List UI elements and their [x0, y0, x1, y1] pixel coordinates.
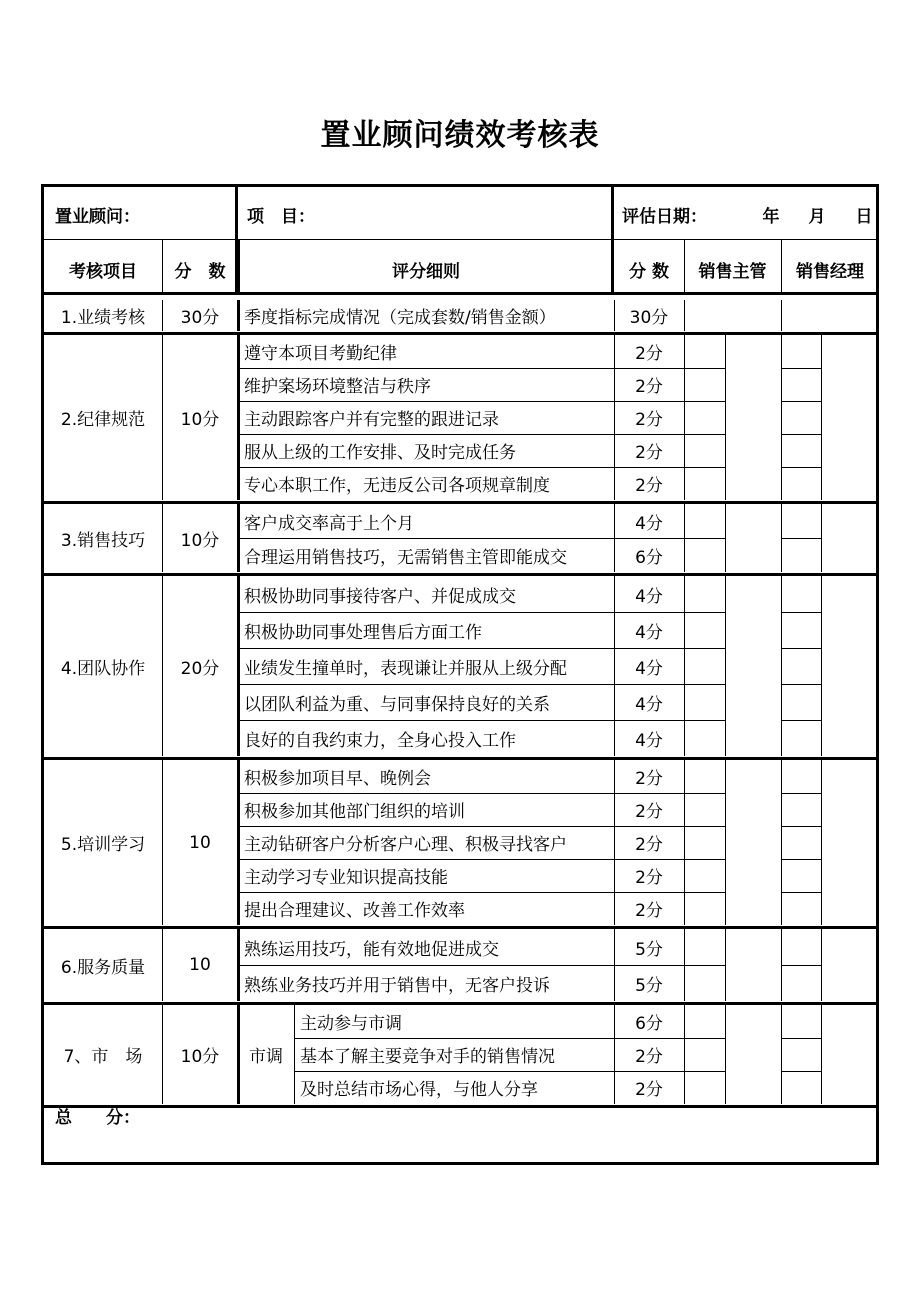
sales-supervisor-score-cell[interactable] — [684, 368, 725, 401]
grid-line — [44, 292, 876, 295]
criteria-points: 2分 — [635, 802, 663, 822]
criteria-text: 遵守本项目考勤纪律 — [244, 344, 397, 364]
sales-manager-score-cell[interactable] — [781, 612, 821, 648]
criteria-text: 以团队利益为重、与同事保持良好的关系 — [244, 694, 550, 715]
section-score: 30分 — [180, 308, 220, 328]
grid-line — [821, 576, 822, 756]
criteria-points: 2分 — [635, 1047, 663, 1067]
section-score: 10 — [189, 832, 211, 853]
criteria-text: 服从上级的工作安排、及时完成任务 — [244, 443, 516, 463]
grid-line — [162, 760, 163, 925]
sales-supervisor-score-cell[interactable] — [684, 892, 725, 925]
criteria-text: 主动学习专业知识提高技能 — [244, 868, 448, 888]
sales-manager-score-cell[interactable] — [781, 434, 821, 467]
grid-line — [237, 239, 240, 293]
criteria-points: 2分 — [635, 835, 663, 855]
section-name: 4.团队协作 — [60, 658, 146, 679]
total-score-label: 总 分： — [55, 1108, 140, 1128]
sales-supervisor-score-cell[interactable] — [684, 929, 725, 965]
grid-line — [725, 760, 726, 925]
criteria-text: 积极协助同事接待客户、并促成成交 — [244, 586, 516, 607]
grid-line — [237, 1005, 240, 1104]
criteria-points: 2分 — [635, 344, 663, 364]
grid-line — [821, 760, 822, 925]
criteria-points: 4分 — [635, 730, 663, 751]
criteria-text: 客户成交率高于上个月 — [244, 513, 414, 534]
sales-supervisor-score-cell[interactable] — [684, 300, 781, 331]
criteria-points: 4分 — [635, 513, 663, 534]
sales-manager-score-cell[interactable] — [781, 300, 876, 331]
date-label: 评估日期： — [622, 207, 707, 227]
criteria-points: 30分 — [629, 308, 669, 328]
section-score: 10 — [189, 955, 211, 975]
sales-supervisor-score-cell[interactable] — [684, 467, 725, 500]
sales-manager-score-cell[interactable] — [781, 368, 821, 401]
criteria-text: 及时总结市场心得，与他人分享 — [300, 1080, 538, 1100]
section-score: 10分 — [180, 410, 220, 430]
criteria-points: 5分 — [635, 975, 663, 996]
criteria-points: 2分 — [635, 410, 663, 430]
column-header-item: 考核项目 — [69, 261, 137, 282]
criteria-points: 4分 — [635, 694, 663, 715]
column-header-criteria: 评分细则 — [392, 261, 460, 282]
criteria-text: 良好的自我约束力，全身心投入工作 — [244, 730, 516, 751]
grid-line — [611, 187, 614, 293]
sales-manager-score-cell[interactable] — [781, 929, 821, 965]
sales-supervisor-score-cell[interactable] — [684, 760, 725, 793]
sales-supervisor-score-cell[interactable] — [684, 859, 725, 892]
sales-manager-score-cell[interactable] — [781, 1071, 821, 1104]
criteria-text: 熟练运用技巧，能有效地促进成交 — [244, 939, 499, 960]
criteria-text: 熟练业务技巧并用于销售中，无客户投诉 — [244, 975, 550, 996]
section-score: 10分 — [180, 530, 220, 551]
sales-manager-score-cell[interactable] — [781, 720, 821, 756]
sales-supervisor-score-cell[interactable] — [684, 965, 725, 1001]
date-month-label: 月 — [808, 207, 826, 227]
sales-manager-score-cell[interactable] — [781, 335, 821, 368]
grid-line — [821, 504, 822, 572]
section-sub-label: 市调 — [249, 1047, 283, 1067]
sales-manager-score-cell[interactable] — [781, 760, 821, 793]
sales-supervisor-score-cell[interactable] — [684, 401, 725, 434]
criteria-points: 2分 — [635, 377, 663, 397]
sales-supervisor-score-cell[interactable] — [684, 1071, 725, 1104]
sales-manager-score-cell[interactable] — [781, 467, 821, 500]
grid-line — [725, 1005, 726, 1104]
sales-manager-score-cell[interactable] — [781, 965, 821, 1001]
grid-line — [821, 1005, 822, 1104]
column-header-sales-manager: 销售经理 — [796, 261, 864, 282]
criteria-points: 4分 — [635, 622, 663, 643]
section-name: 3.销售技巧 — [60, 530, 146, 551]
grid-line — [162, 1005, 163, 1104]
sales-supervisor-score-cell[interactable] — [684, 793, 725, 826]
grid-line — [725, 504, 726, 572]
criteria-points: 5分 — [635, 939, 663, 960]
criteria-text: 季度指标完成情况（完成套数/销售金额） — [244, 308, 556, 328]
criteria-text: 主动参与市调 — [300, 1014, 402, 1034]
page-title: 置业顾问绩效考核表 — [320, 118, 600, 153]
criteria-text: 主动跟踪客户并有完整的跟进记录 — [244, 410, 499, 430]
criteria-text: 专心本职工作，无违反公司各项规章制度 — [244, 476, 550, 496]
criteria-points: 2分 — [635, 1080, 663, 1100]
criteria-text: 维护案场环境整洁与秩序 — [244, 377, 431, 397]
sales-supervisor-score-cell[interactable] — [684, 538, 725, 572]
criteria-text: 积极参加项目早、晚例会 — [244, 769, 431, 789]
grid-line — [44, 239, 876, 240]
section-name: 5.培训学习 — [60, 835, 146, 855]
criteria-points: 2分 — [635, 443, 663, 463]
section-name: 6.服务质量 — [60, 957, 146, 978]
section-score: 10分 — [180, 1047, 220, 1067]
section-score: 20分 — [180, 658, 220, 679]
criteria-text: 业绩发生撞单时，表现谦让并服从上级分配 — [244, 658, 567, 679]
total-score-field[interactable] — [164, 1108, 866, 1159]
sales-manager-score-cell[interactable] — [781, 1005, 821, 1038]
sales-supervisor-score-cell[interactable] — [684, 335, 725, 368]
grid-line — [162, 239, 163, 293]
grid-line — [725, 335, 726, 500]
sales-supervisor-score-cell[interactable] — [684, 1005, 725, 1038]
date-year-label: 年 — [762, 207, 780, 227]
criteria-points: 2分 — [635, 476, 663, 496]
criteria-points: 2分 — [635, 868, 663, 888]
grid-line — [162, 576, 163, 756]
criteria-points: 4分 — [635, 586, 663, 607]
sales-supervisor-score-cell[interactable] — [684, 826, 725, 859]
grid-line — [725, 929, 726, 1001]
sales-manager-score-cell[interactable] — [781, 1038, 821, 1071]
sales-supervisor-score-cell[interactable] — [684, 684, 725, 720]
sales-manager-score-cell[interactable] — [781, 892, 821, 925]
sales-supervisor-score-cell[interactable] — [684, 648, 725, 684]
sales-manager-score-cell[interactable] — [781, 684, 821, 720]
sales-supervisor-score-cell[interactable] — [684, 1038, 725, 1071]
grid-line — [162, 300, 163, 331]
criteria-text: 主动钻研客户分析客户心理、积极寻找客户 — [244, 835, 567, 855]
sales-supervisor-score-cell[interactable] — [684, 576, 725, 612]
grid-line — [781, 239, 782, 293]
criteria-points: 4分 — [635, 658, 663, 679]
sales-supervisor-score-cell[interactable] — [684, 504, 725, 538]
section-name: 1.业绩考核 — [60, 308, 146, 328]
criteria-text: 积极协助同事处理售后方面工作 — [244, 622, 482, 643]
sales-manager-score-cell[interactable] — [781, 576, 821, 612]
grid-line — [725, 576, 726, 756]
criteria-points: 2分 — [635, 901, 663, 921]
sales-supervisor-score-cell[interactable] — [684, 612, 725, 648]
evaluation-form — [41, 184, 879, 1165]
criteria-points: 6分 — [635, 1014, 663, 1034]
sales-supervisor-score-cell[interactable] — [684, 720, 725, 756]
grid-line — [162, 335, 163, 500]
criteria-points: 6分 — [635, 547, 663, 568]
project-label: 项 目： — [247, 207, 315, 227]
sales-manager-score-cell[interactable] — [781, 538, 821, 572]
sales-manager-score-cell[interactable] — [781, 793, 821, 826]
column-header-score: 分 数 — [174, 261, 226, 282]
sales-manager-score-cell[interactable] — [781, 648, 821, 684]
grid-line — [162, 504, 163, 572]
column-header-sales-supervisor: 销售主管 — [698, 261, 767, 282]
criteria-points: 2分 — [635, 769, 663, 789]
criteria-text: 合理运用销售技巧，无需销售主管即能成交 — [244, 547, 567, 568]
date-day-label: 日 — [855, 207, 873, 227]
grid-line — [162, 929, 163, 1001]
grid-line — [821, 335, 822, 500]
consultant-label: 置业顾问： — [55, 207, 140, 227]
column-header-points: 分 数 — [629, 261, 669, 282]
sales-manager-score-cell[interactable] — [781, 826, 821, 859]
criteria-text: 提出合理建议、改善工作效率 — [244, 901, 465, 921]
section-name: 2.纪律规范 — [60, 410, 146, 430]
criteria-text: 基本了解主要竞争对手的销售情况 — [300, 1047, 555, 1067]
criteria-text: 积极参加其他部门组织的培训 — [244, 802, 465, 822]
sales-manager-score-cell[interactable] — [781, 401, 821, 434]
grid-line — [821, 929, 822, 1001]
sales-manager-score-cell[interactable] — [781, 859, 821, 892]
sales-supervisor-score-cell[interactable] — [684, 434, 725, 467]
section-name: 7、市 场 — [63, 1047, 143, 1067]
sales-manager-score-cell[interactable] — [781, 504, 821, 538]
grid-line — [684, 239, 685, 293]
